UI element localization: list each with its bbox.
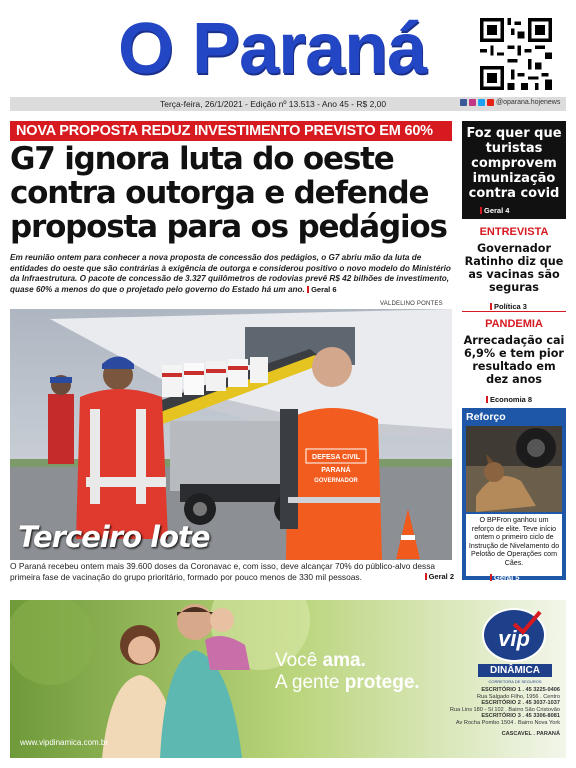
reforco-text-body: O BPFron ganhou um reforço de elite. Teve início ontem o primeiro ciclo de Instrução de Nivelamento do Pelotão de Operações com Cães. xyxy=(468,516,560,567)
pandemia-section[interactable]: Economia 8 xyxy=(486,389,532,407)
checkmark-icon xyxy=(512,610,542,636)
qr-code-icon xyxy=(480,18,552,90)
main-kicker: NOVA PROPOSTA REDUZ INVESTIMENTO PREVISTO EM 60% xyxy=(10,121,452,141)
instagram-icon[interactable] xyxy=(469,99,476,106)
main-lead-text: Em reunião ontem para conhecer a nova proposta de concessão dos pedágios, o G7 abriu mão da luta de entidades do oeste que são contrárias à exigência de outorga e considerou positivo o novo modelo do Ministério da Infraestrutura. O pacote de concessão de 3.327 quilômetros de rodovias prevê R$ 42 bilhões de investimento, quase 60% a menos do que o projetado pelo governo do Estado há um ano. xyxy=(10,253,451,294)
dog-photo-illustration xyxy=(466,426,562,512)
main-section-ref[interactable]: Geral 6 xyxy=(307,285,336,294)
photo-section-ref[interactable]: Geral 2 xyxy=(425,572,454,583)
youtube-icon[interactable] xyxy=(487,99,494,106)
vip-dinamica-ad[interactable] xyxy=(10,600,566,758)
social-links xyxy=(460,99,560,106)
vip-tagline: CORRETORA DE SEGUROS xyxy=(488,679,542,684)
main-lead xyxy=(10,253,454,295)
ad-offices: ESCRITÓRIO 1 . 45 3225-0406 Rua Salgado Filho, 1956 . Centro ESCRITÓRIO 2 . 45 3037-1037 Rua Lins 180 - Sl 102 . Bairro São Cristovão ESCRITÓRIO 3 . 45 3306-8081 Av Rocha Pombo 1504 . Bairro Nova York CASCAVEL . PARANÁ xyxy=(449,687,560,737)
photo-caption-text: O Paraná recebeu ontem mais 39.600 doses da Coronavac e, com isso, deve alcançar 70% do público-alvo dessa primeira fase de vacinação do grupo prioritário, formado por pouco menos de 330 mil pessoas. xyxy=(10,561,436,582)
rubric-pandemia: PANDEMIA xyxy=(485,318,543,330)
main-headline[interactable]: G7 ignora luta do oeste contra outorga e defende proposta para os pedágios xyxy=(10,141,447,245)
vest-text-1: DEFESA CIVIL xyxy=(312,454,360,461)
masthead-logo[interactable]: O Paraná xyxy=(118,9,427,89)
photo-caption xyxy=(10,561,454,582)
ad-website-link[interactable]: www.vipdinamica.com.br xyxy=(20,738,109,747)
twitter-icon[interactable] xyxy=(478,99,485,106)
social-handle[interactable]: @oparana.hojenews xyxy=(496,99,561,106)
ad-slogan-1: Você ama. xyxy=(275,650,366,671)
photo-credit: VALDELINO PONTES xyxy=(380,301,443,307)
facebook-icon[interactable] xyxy=(460,99,467,106)
vip-logo-text: vip xyxy=(498,626,530,651)
vip-logo xyxy=(482,608,546,662)
entrevista-headline[interactable]: Governador Ratinho diz que as vacinas são seguras xyxy=(464,242,564,294)
ad-slogan-2: A gente protege. xyxy=(275,672,420,693)
edition-date: Terça-feira, 26/1/2021 - Edição nº 13.513 - Ano 45 - R$ 2,00 xyxy=(160,99,387,109)
vest-text-3: GOVERNADOR xyxy=(314,478,358,484)
rubric-entrevista: ENTREVISTA xyxy=(479,226,549,238)
sidebar-foz-section[interactable]: Geral 4 xyxy=(480,206,509,215)
vip-dinamica-label: DINÂMICA xyxy=(478,664,552,677)
reforco-photo[interactable] xyxy=(466,426,562,512)
entrevista-section[interactable]: Política 3 xyxy=(490,296,527,314)
reforco-title: Reforço xyxy=(466,411,506,423)
sidebar-divider xyxy=(462,311,566,312)
sidebar-foz-headline[interactable]: Foz quer que turistas comprovem imunização contra covid xyxy=(466,126,562,201)
photo-title[interactable]: Terceiro lote xyxy=(18,520,210,554)
vest-text-2: PARANÁ xyxy=(321,467,351,474)
pandemia-headline[interactable]: Arrecadação cai 6,9% e tem pior resultado em dez anos xyxy=(463,334,565,386)
reforco-section[interactable]: Geral 5 xyxy=(490,567,519,585)
